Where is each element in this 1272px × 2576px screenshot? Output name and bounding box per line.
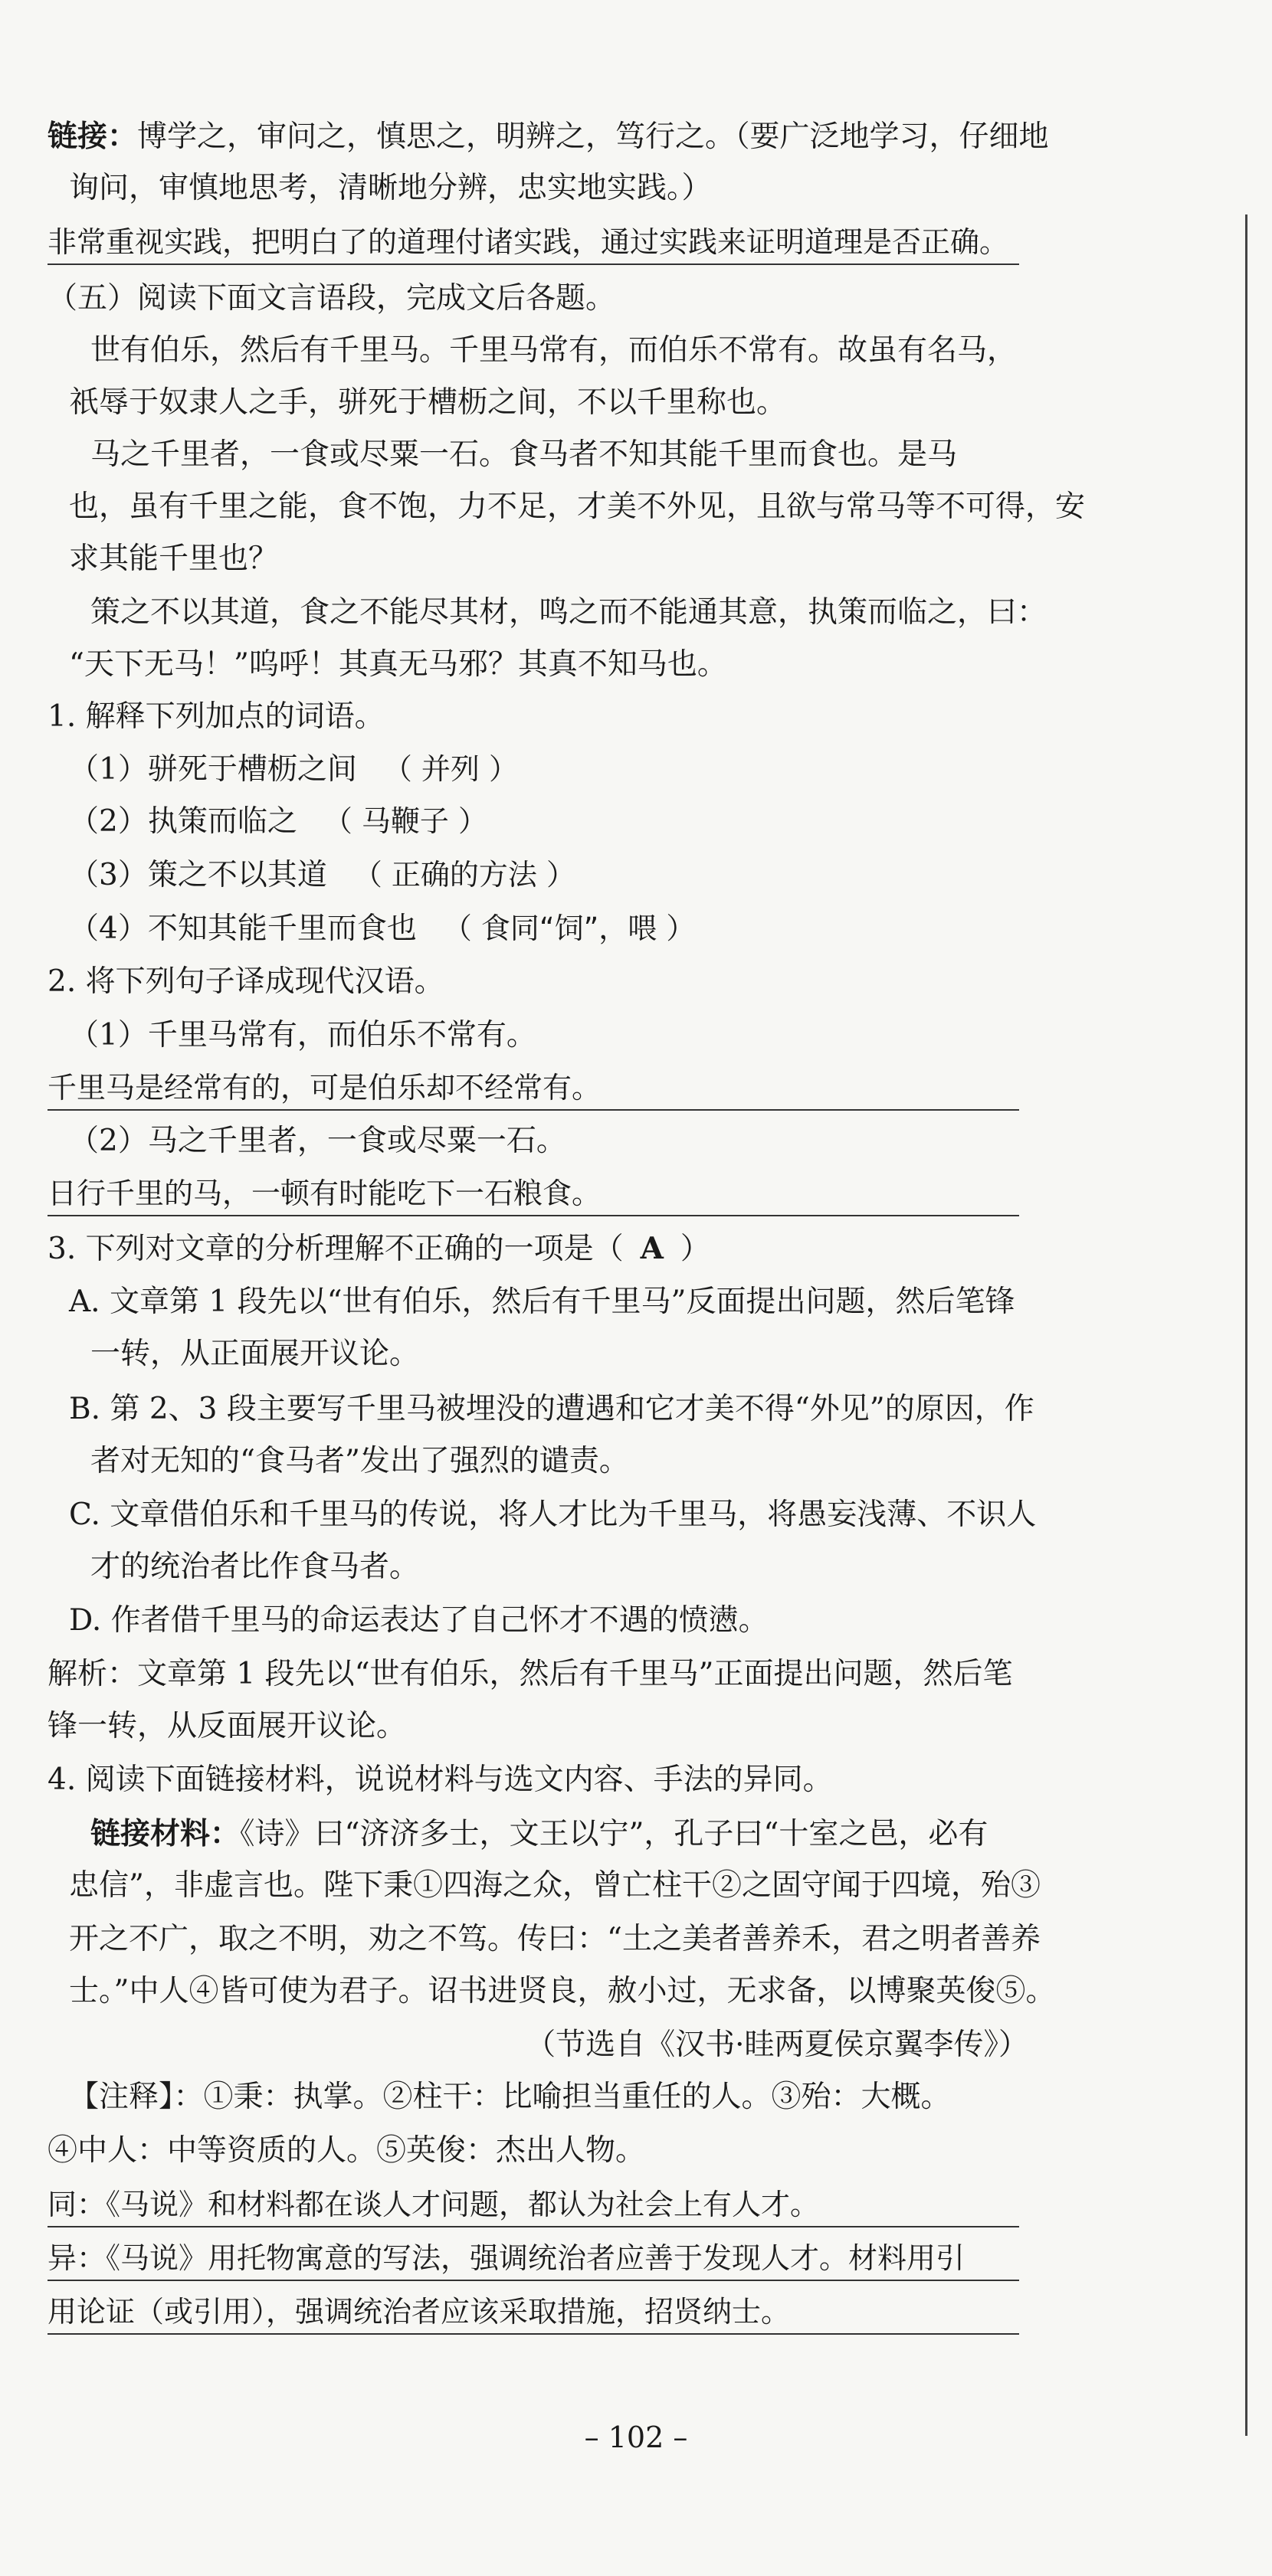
question-1-stem: 1. 解释下列加点的词语。 [48,699,385,734]
question-3-stem: 3. 下列对文章的分析理解不正确的一项是（ A ） [48,1231,710,1266]
q4-answer-diff-1: 异：《马说》用托物寓意的写法，强调统治者应善于发现人才。材料用引 [48,2237,1019,2281]
q2-sentence-2: （2）马之千里者，一食或尽粟一石。 [69,1124,566,1158]
q2-answer-1: 千里马是经常有的，可是伯乐却不经常有。 [48,1066,1019,1111]
link-answer: 非常重视实践，把明白了的道理付诸实践，通过实践来证明道理是否正确。 [48,221,1019,265]
q4-answer-same: 同：《马说》和材料都在谈人才问题，都认为社会上有人才。 [48,2183,1019,2227]
q4-source: （节选自《汉书·眭两夏侯京翼李传》） [526,2028,1028,2062]
material-label: 链接材料： [90,1816,241,1851]
q1-item-1: （1）骈死于槽枥之间 （ 并列 ） [69,752,518,787]
passage-line: 求其能千里也？ [69,542,279,576]
question-4-stem: 4. 阅读下面链接材料，说说材料与选文内容、手法的异同。 [48,1763,833,1797]
q4-notes-2: ④中人：中等资质的人。⑤英俊：杰出人物。 [48,2133,646,2168]
passage-line: “天下无马！”呜呼！其真无马邪？其真不知马也。 [69,647,727,682]
q3-analysis-1: 解析：文章第 1 段先以“世有伯乐，然后有千里马”正面提出问题，然后笔 [48,1657,1013,1691]
q3-option-a: A. 文章第 1 段先以“世有伯乐，然后有千里马”反面提出问题，然后笔锋 [69,1285,1015,1319]
passage-line: 策之不以其道，食之不能尽其材，鸣之而不能通其意，执策而临之，曰： [90,595,1047,630]
q3-option-c: C. 文章借伯乐和千里马的传说，将人才比为千里马，将愚妄浅薄、不识人 [69,1497,1037,1532]
page-number: – 102 – [584,2421,688,2454]
q1-item-4: （4）不知其能千里而食也 （ 食同“饲”，喂 ） [69,912,696,946]
passage-line: 也，虽有千里之能，食不饱，力不足，才美不外见，且欲与常马等不可得，安 [69,489,1086,524]
q4-answer-diff-2: 用论证（或引用），强调统治者应该采取措施，招贤纳士。 [48,2290,1019,2335]
q3-option-b-cont: 者对无知的“食马者”发出了强烈的谴责。 [90,1444,629,1478]
q3-option-b: B. 第 2、3 段主要写千里马被埋没的遭遇和它才美不得“外见”的原因，作 [69,1392,1034,1426]
q4-material-3: 开之不广，取之不明，劝之不笃。传曰：“土之美者善养禾，君之明者善养 [69,1922,1041,1956]
q1-item-3: （3）策之不以其道 （ 正确的方法 ） [69,858,575,892]
q2-sentence-1: （1）千里马常有，而伯乐不常有。 [69,1018,536,1052]
q2-answer-2: 日行千里的马，一顿有时能吃下一石粮食。 [48,1172,1019,1216]
passage-line: 祇辱于奴隶人之手，骈死于槽枥之间，不以千里称也。 [69,385,787,420]
q4-material-2: 忠信”，非虚言也。陛下秉①四海之众，曾亡柱干②之固守闻于四境，殆③ [69,1868,1041,1903]
q3-option-d: D. 作者借千里马的命运表达了自己怀才不遇的愤懑。 [69,1603,769,1638]
q3-answer: A [640,1231,664,1266]
section-heading: （五）阅读下面文言语段，完成文后各题。 [48,281,616,316]
link-line-2: 询问，审慎地思考，清晰地分辨，忠实地实践。） [69,171,712,205]
scan-edge [1245,214,1247,2436]
passage-line: 马之千里者，一食或尽粟一石。食马者不知其能千里而食也。是马 [90,437,958,472]
q3-option-c-cont: 才的统治者比作食马者。 [90,1550,420,1584]
question-2-stem: 2. 将下列句子译成现代汉语。 [48,964,444,999]
q1-item-2: （2）执策而临之 （ 马鞭子 ） [69,804,487,839]
q4-notes-1: 【注释】：①秉：执掌。②柱干：比喻担当重任的人。③殆：大概。 [69,2080,951,2114]
link-line-1: 链接：博学之，审问之，慎思之，明辨之，笃行之。（要广泛地学习，仔细地 [48,119,1049,154]
q4-material-4: 士。”中人④皆可使为君子。诏书进贤良，赦小过，无求备，以博聚英俊⑤。 [69,1974,1056,2008]
passage-line: 世有伯乐，然后有千里马。千里马常有，而伯乐不常有。故虽有名马， [90,333,1018,368]
q3-analysis-2: 锋一转，从反面展开议论。 [48,1709,407,1743]
q3-option-a-cont: 一转，从正面展开议论。 [90,1337,420,1371]
q4-material-1: 链接材料：《诗》曰“济济多士，文王以宁”，孔子曰“十室之邑，必有 [90,1816,988,1851]
link-label: 链接： [48,119,138,154]
